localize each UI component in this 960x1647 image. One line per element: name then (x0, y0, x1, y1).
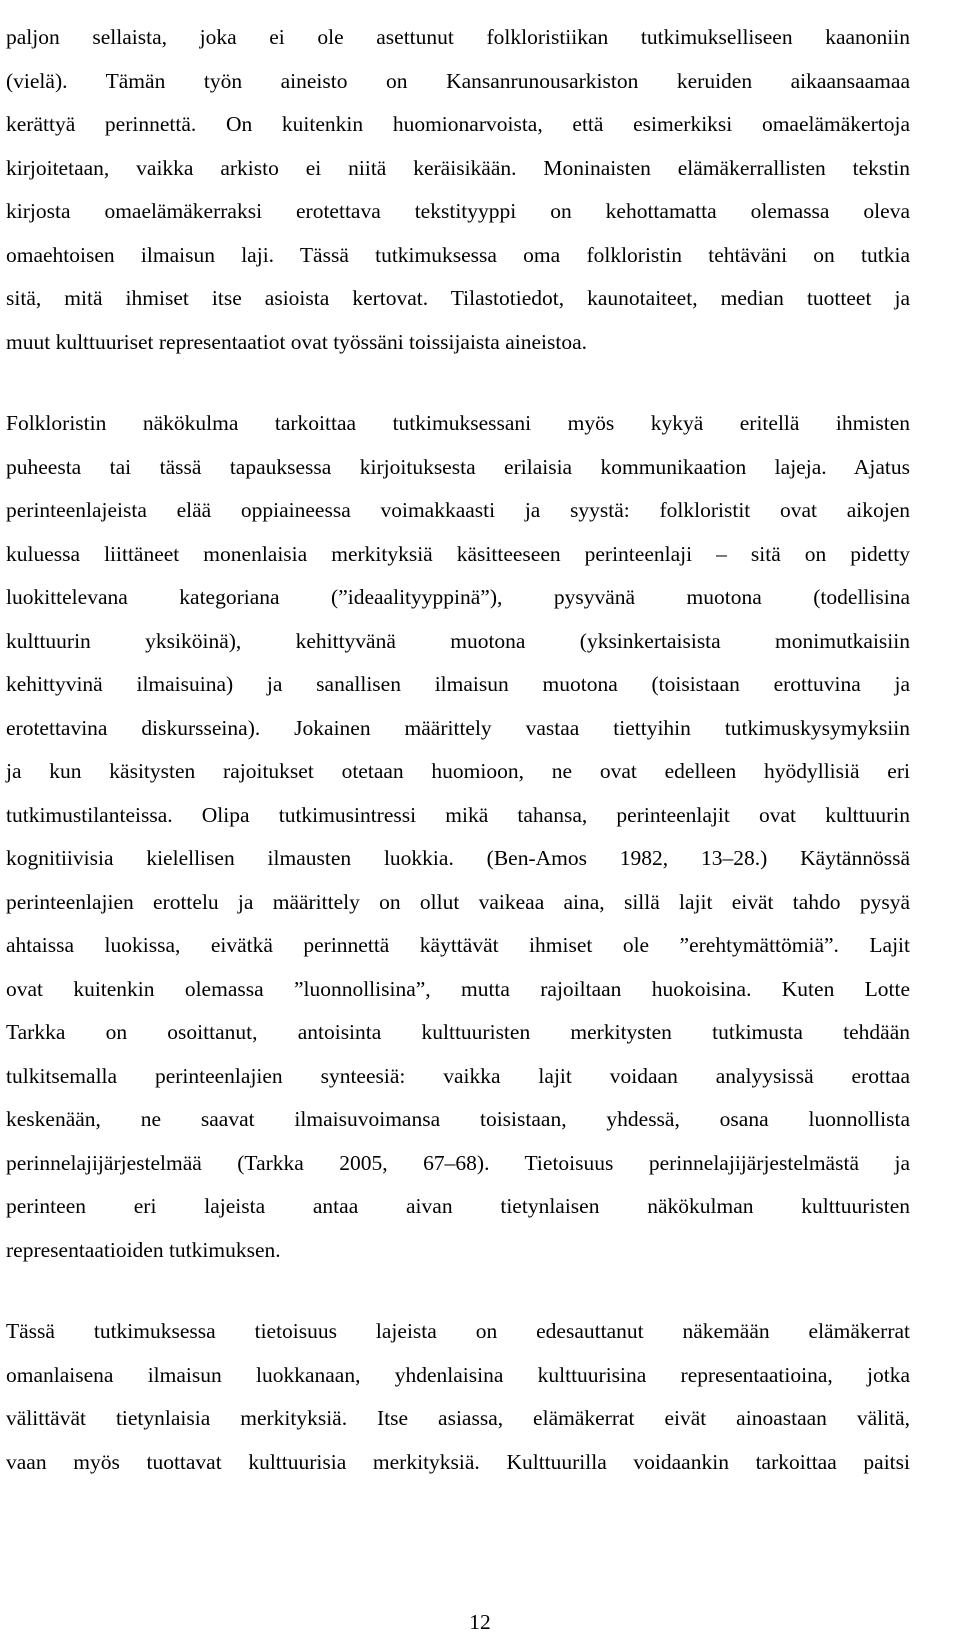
text-line: kerättyä perinnettä. On kuitenkin huomionarvoista, että esimerkiksi omaelämäkertoja (6, 112, 910, 136)
text-line: representaatioiden tutkimuksen. (6, 1238, 281, 1262)
text-line: perinnelajijärjestelmää (Tarkka 2005, 67–68). Tietoisuus perinnelajijärjestelmästä ja (6, 1151, 910, 1175)
text-line: luokittelevana kategoriana (”ideaalityyppinä”), pysyvänä muotona (todellisina (6, 585, 910, 609)
text-line: omanlaisena ilmaisun luokkanaan, yhdenlaisina kulttuurisina representaatioina, jotka (6, 1363, 910, 1387)
text-line: Tarkka on osoittanut, antoisinta kulttuuristen merkitysten tutkimusta tehdään (6, 1020, 910, 1044)
text-line: erotettavina diskursseina). Jokainen määrittely vastaa tiettyihin tutkimuskysymyksiin (6, 716, 910, 740)
text-line: kulttuurin yksiköinä), kehittyvänä muotona (yksinkertaisista monimutkaisiin (6, 629, 910, 653)
text-line: ja kun käsitysten rajoitukset otetaan huomioon, ne ovat edelleen hyödyllisiä eri (6, 759, 910, 783)
text-line: perinteenlajeista elää oppiaineessa voimakkaasti ja syystä: folkloristit ovat aikojen (6, 498, 910, 522)
text-line: tulkitsemalla perinteenlajien synteesiä: vaikka lajit voidaan analyysissä erottaa (6, 1064, 910, 1088)
text-line: kirjoitetaan, vaikka arkisto ei niitä keräisikään. Moninaisten elämäkerrallisten tekstin (6, 156, 910, 180)
text-line: Tässä tutkimuksessa tietoisuus lajeista on edesauttanut näkemään elämäkerrat (6, 1319, 910, 1343)
text-line: perinteen eri lajeista antaa aivan tietynlaisen näkökulman kulttuuristen (6, 1194, 910, 1218)
text-line: kehittyvinä ilmaisuina) ja sanallisen ilmaisun muotona (toisistaan erottuvina ja (6, 672, 910, 696)
text-line: kuluessa liittäneet monenlaisia merkityksiä käsitteeseen perinteenlaji – sitä on pidetty (6, 542, 910, 566)
text-line: tutkimustilanteissa. Olipa tutkimusintressi mikä tahansa, perinteenlajit ovat kulttuurin (6, 803, 910, 827)
text-line: paljon sellaista, joka ei ole asettunut folkloristiikan tutkimukselliseen kaanoniin (6, 25, 910, 49)
text-line: sitä, mitä ihmiset itse asioista kertovat. Tilastotiedot, kaunotaiteet, median tuotteet ja (6, 286, 910, 310)
text-line: Folkloristin näkökulma tarkoittaa tutkimuksessani myös kykyä eritellä ihmisten (6, 411, 910, 435)
text-line: muut kulttuuriset representaatiot ovat työssäni toissijaista aineistoa. (6, 330, 587, 354)
text-line: välittävät tietynlaisia merkityksiä. Itse asiassa, elämäkerrat eivät ainoastaan välitä, (6, 1406, 910, 1430)
text-line: kirjosta omaelämäkerraksi erotettava tekstityyppi on kehottamatta olemassa oleva (6, 199, 910, 223)
text-line: ovat kuitenkin olemassa ”luonnollisina”, mutta rajoiltaan huokoisina. Kuten Lotte (6, 977, 910, 1001)
text-line: ahtaissa luokissa, eivätkä perinnettä käyttävät ihmiset ole ”erehtymättömiä”. Lajit (6, 933, 910, 957)
text-line: keskenään, ne saavat ilmaisuvoimansa toisistaan, yhdessä, osana luonnollista (6, 1107, 910, 1131)
page-number: 12 (469, 1610, 491, 1634)
text-line: puheesta tai tässä tapauksessa kirjoituksesta erilaisia kommunikaation lajeja. Ajatus (6, 455, 910, 479)
text-line: (vielä). Tämän työn aineisto on Kansanrunousarkiston keruiden aikaansaamaa (6, 69, 910, 93)
text-line: vaan myös tuottavat kulttuurisia merkityksiä. Kulttuurilla voidaankin tarkoittaa paitsi (6, 1450, 910, 1474)
text-line: perinteenlajien erottelu ja määrittely on ollut vaikeaa aina, sillä lajit eivät tahdo pysyä (6, 890, 910, 914)
text-line: kognitiivisia kielellisen ilmausten luokkia. (Ben-Amos 1982, 13–28.) Käytännössä (6, 846, 910, 870)
text-line: omaehtoisen ilmaisun laji. Tässä tutkimuksessa oma folkloristin tehtäväni on tutkia (6, 243, 910, 267)
